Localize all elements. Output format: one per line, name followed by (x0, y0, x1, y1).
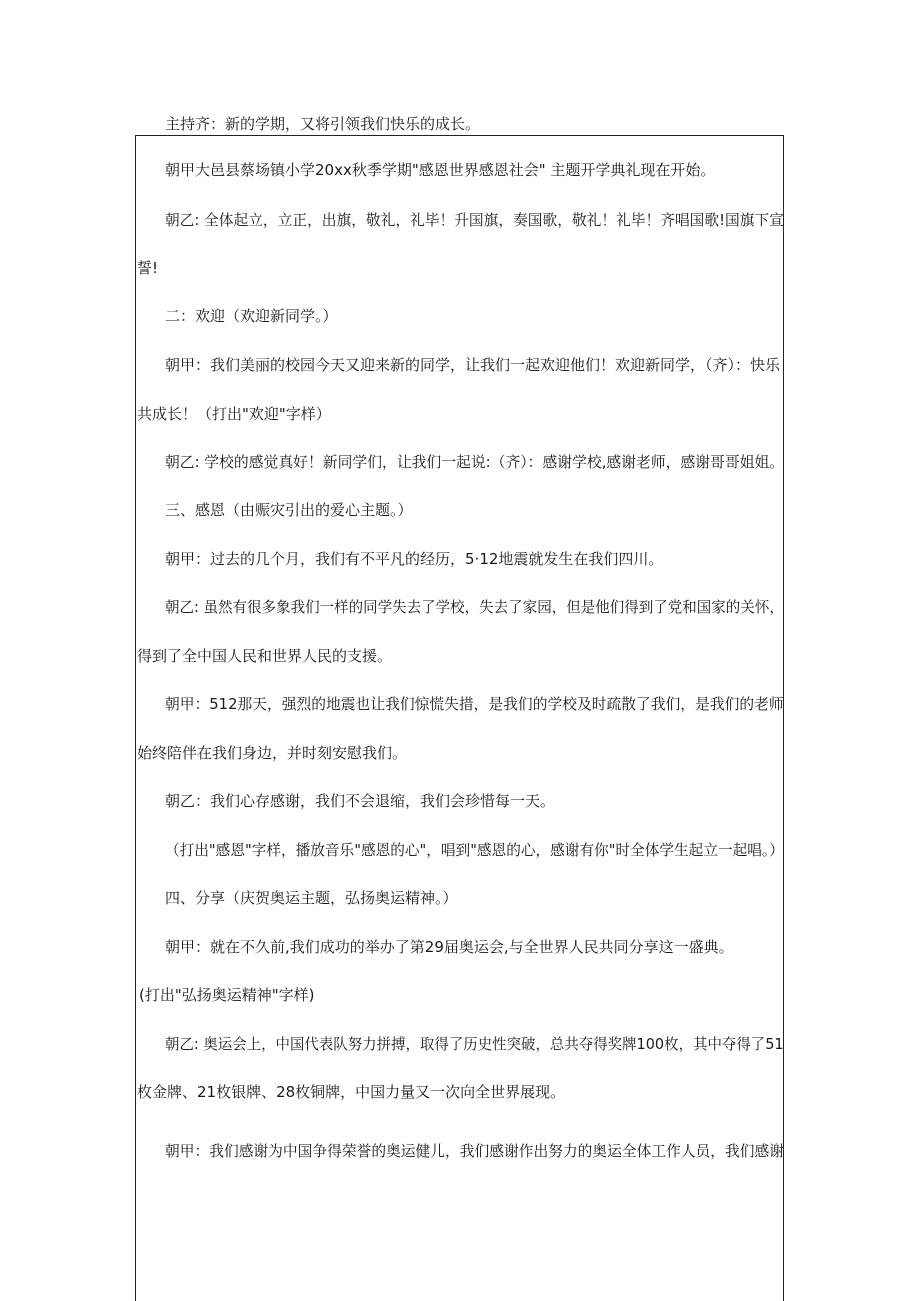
text-line: 朝甲：512那天，强烈的地震也让我们惊慌失措，是我们的学校及时疏散了我们，是我们的老师 (165, 695, 784, 713)
text-line: 朝乙: 全体起立，立正，出旗，敬礼，礼毕！升国旗，奏国歌，敬礼！礼毕！齐唱国歌!国旗下宣 (165, 211, 784, 229)
text-line: 朝甲：我们感谢为中国争得荣誉的奥运健儿，我们感谢作出努力的奥运全体工作人员，我们感谢 (165, 1142, 784, 1160)
text-line: 朝乙: 学校的感觉真好！新同学们，让我们一起说:（齐）：感谢学校,感谢老师，感谢哥哥姐姐。 (165, 453, 785, 471)
section-heading: 三、感恩（由赈灾引出的爱心主题。） (165, 501, 413, 519)
text-line: 朝乙: 奥运会上，中国代表队努力拼搏，取得了历史性突破，总共夺得奖牌100枚，其中夺得了51 (165, 1035, 784, 1053)
text-line: 始终陪伴在我们身边，并时刻安慰我们。 (137, 744, 408, 762)
text-line: 朝甲：就在不久前,我们成功的举办了第29届奥运会,与全世界人民共同分享这一盛典。 (165, 938, 734, 956)
text-line: 朝乙：我们心存感谢，我们不会退缩，我们会珍惜每一天。 (165, 792, 556, 810)
intro-line: 主持齐：新的学期，又将引领我们快乐的成长。 (165, 115, 481, 133)
text-line: 朝甲：我们美丽的校园今天又迎来新的同学，让我们一起欢迎他们！欢迎新同学，（齐）：快乐 (165, 356, 781, 374)
section-heading: 二：欢迎（欢迎新同学。） (165, 307, 338, 325)
text-line: (打出"弘扬奥运精神"字样) (139, 986, 315, 1004)
text-line: 朝乙: 虽然有很多象我们一样的同学失去了学校，失去了家园，但是他们得到了党和国家的关怀， (165, 598, 784, 616)
text-line: 朝甲：过去的几个月，我们有不平凡的经历，5·12地震就发生在我们四川。 (165, 550, 664, 568)
text-line: （打出"感恩"字样，播放音乐"感恩的心"，唱到"感恩的心，感谢有你"时全体学生起立一起唱。） (165, 841, 784, 859)
section-heading: 四、分享（庆贺奥运主题，弘扬奥运精神。） (165, 889, 458, 907)
text-line: 共成长！（打出"欢迎"字样） (137, 405, 331, 423)
text-line: 朝甲大邑县蔡场镇小学20xx秋季学期"感恩世界感恩社会" 主题开学典礼现在开始。 (165, 161, 716, 179)
text-line: 誓! (137, 259, 159, 277)
text-line: 枚金牌、21枚银牌、28枚铜牌，中国力量又一次向全世界展现。 (137, 1083, 566, 1101)
text-line: 得到了全中国人民和世界人民的支援。 (137, 647, 393, 665)
